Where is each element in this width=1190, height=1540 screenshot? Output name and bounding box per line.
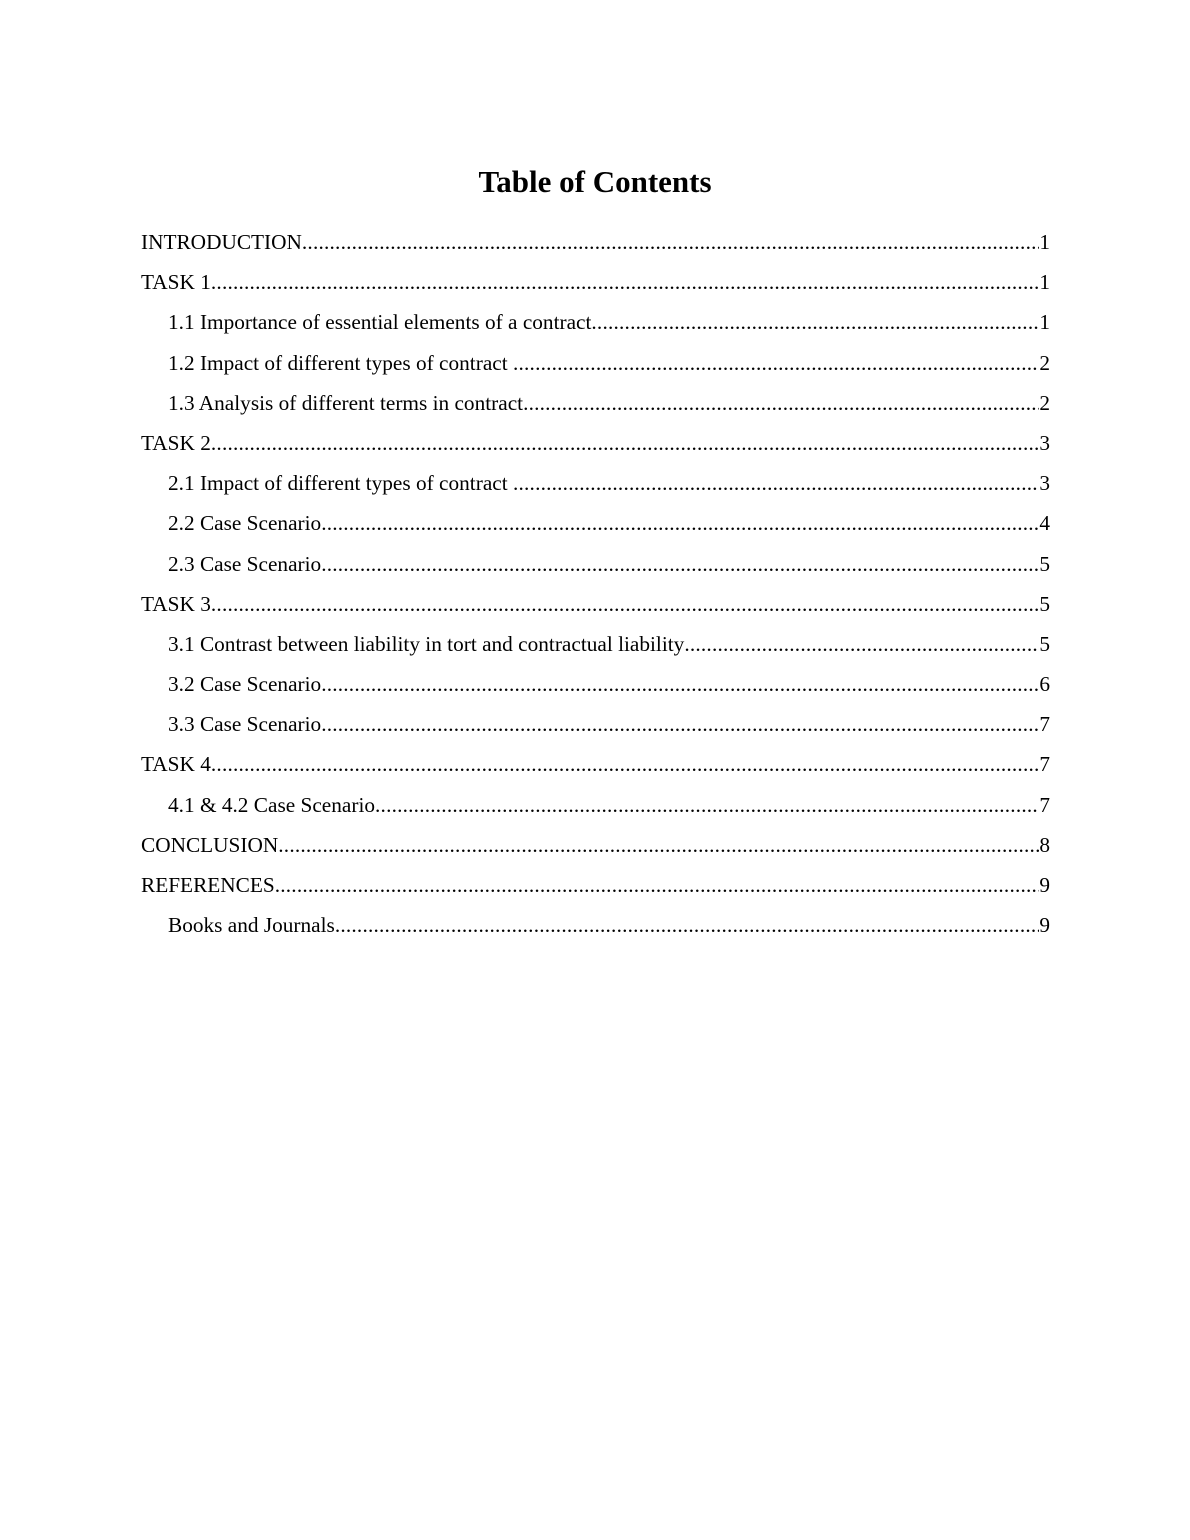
toc-entry-text: INTRODUCTION	[141, 230, 302, 254]
toc-dot-leader	[523, 383, 1039, 423]
toc-entry[interactable]	[141, 865, 1050, 905]
toc-entry-text: 1.3 Analysis of different terms in contract	[168, 390, 524, 415]
toc-entry[interactable]	[141, 624, 1050, 664]
toc-entry-text: TASK 4	[141, 752, 211, 777]
toc-entry-text: 1.2 Impact of different types of contract	[168, 350, 513, 375]
toc-entry[interactable]	[141, 262, 1050, 302]
toc-title: Table of Contents	[478, 164, 712, 199]
toc-entry[interactable]	[141, 704, 1050, 744]
toc-page-number: 4	[1039, 511, 1050, 536]
toc-dot-leader	[211, 262, 1039, 302]
toc-entry[interactable]	[141, 825, 1050, 865]
toc-page-number: 9	[1039, 913, 1050, 938]
toc-entry[interactable]	[141, 302, 1050, 342]
toc-entry-text: CONCLUSION	[141, 832, 279, 857]
toc-page-number: 1	[1039, 230, 1050, 254]
toc-entry-text: 1.1 Importance of essential elements of a contract	[168, 310, 592, 335]
toc-page-number: 5	[1039, 551, 1050, 576]
toc-page-number: 2	[1039, 390, 1050, 415]
toc-entry[interactable]	[141, 584, 1050, 624]
toc-list	[141, 222, 1050, 945]
toc-dot-leader	[211, 423, 1039, 463]
toc-entry-text: 3.2 Case Scenario	[168, 672, 322, 697]
toc-entry[interactable]	[141, 222, 1050, 262]
toc-page-number: 7	[1039, 792, 1050, 817]
toc-entry[interactable]	[141, 503, 1050, 543]
toc-page-number: 8	[1039, 832, 1050, 857]
toc-page-number: 1	[1039, 310, 1050, 335]
toc-entry-text: 3.3 Case Scenario	[168, 712, 322, 737]
toc-entry-text: REFERENCES	[141, 873, 275, 897]
toc-dot-leader	[335, 905, 1040, 945]
toc-page-number: 5	[1039, 591, 1050, 616]
toc-entry[interactable]	[141, 664, 1050, 704]
toc-dot-leader	[321, 544, 1039, 584]
toc-page-number: 3	[1039, 471, 1050, 496]
toc-dot-leader	[275, 865, 1040, 905]
toc-entry[interactable]	[141, 785, 1050, 825]
toc-page-number: 2	[1039, 350, 1050, 375]
toc-dot-leader	[513, 463, 1039, 503]
toc-dot-leader	[321, 503, 1039, 543]
toc-dot-leader	[211, 744, 1039, 784]
toc-page-number: 1	[1039, 270, 1050, 295]
toc-entry-text: TASK 1	[141, 270, 211, 295]
toc-entry[interactable]	[141, 905, 1050, 945]
toc-dot-leader	[684, 624, 1039, 664]
toc-dot-leader	[375, 785, 1039, 825]
toc-entry-text: 2.3 Case Scenario	[168, 551, 322, 576]
toc-page-number: 5	[1039, 631, 1050, 656]
toc-entry[interactable]	[141, 463, 1050, 503]
toc-entry-text: 3.1 Contrast between liability in tort and contractual liability	[168, 631, 685, 656]
toc-entry-text: 2.1 Impact of different types of contract	[168, 471, 513, 496]
toc-dot-leader	[321, 664, 1039, 704]
toc-entry[interactable]	[141, 744, 1050, 784]
toc-entry-text: 2.2 Case Scenario	[168, 511, 322, 536]
toc-entry[interactable]	[141, 423, 1050, 463]
toc-entry-text: Books and Journals	[168, 913, 335, 938]
toc-page-number: 6	[1039, 672, 1050, 697]
toc-page-number: 7	[1039, 712, 1050, 737]
toc-dot-leader	[591, 302, 1039, 342]
toc-entry-text: TASK 3	[141, 591, 211, 616]
toc-entry[interactable]	[141, 544, 1050, 584]
toc-page-number: 3	[1039, 430, 1050, 455]
toc-entry[interactable]	[141, 343, 1050, 383]
toc-dot-leader	[321, 704, 1039, 744]
toc-page-number: 7	[1039, 752, 1050, 777]
toc-dot-leader	[302, 222, 1039, 262]
toc-entry[interactable]	[141, 383, 1050, 423]
toc-entry-text: TASK 2	[141, 430, 211, 455]
toc-dot-leader	[513, 343, 1039, 383]
toc-dot-leader	[211, 584, 1039, 624]
toc-entry-text: 4.1 & 4.2 Case Scenario	[168, 792, 376, 817]
toc-page-number: 9	[1039, 873, 1050, 897]
toc-dot-leader	[278, 825, 1039, 865]
